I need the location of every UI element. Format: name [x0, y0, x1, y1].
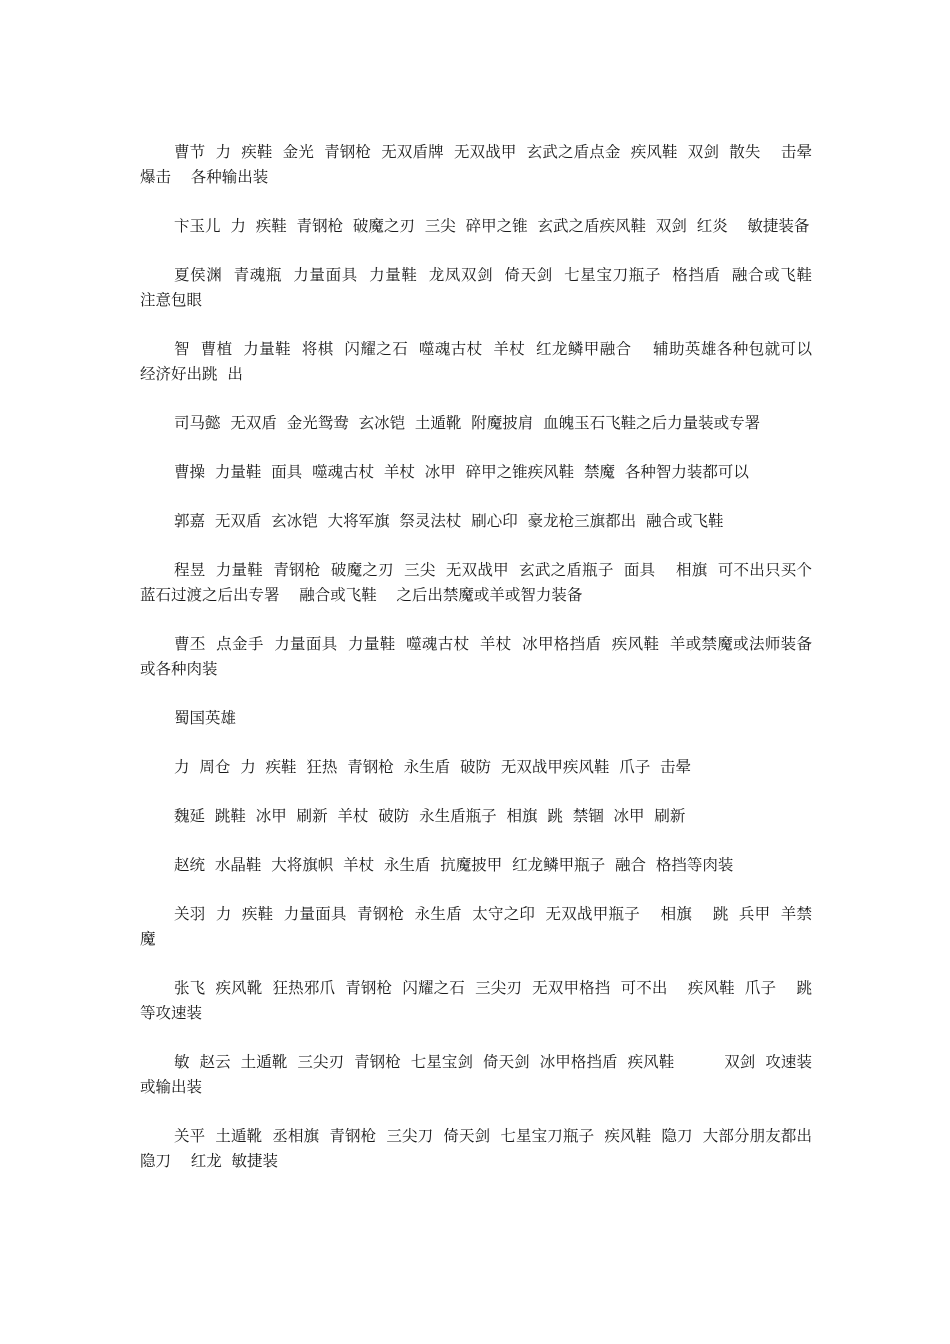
paragraph-guanping: 关平 土遁靴 丞相旗 青钢枪 三尖刀 倚天剑 七星宝刀瓶子 疾风鞋 隐刀 大部分朋友都出隐刀 红龙 敏捷装 [140, 1127, 812, 1170]
paragraph-zhangfei: 张飞 疾风靴 狂热邪爪 青钢枪 闪耀之石 三尖刃 无双甲格挡 可不出 疾风鞋 爪子 跳 等攻速装 [140, 979, 822, 1022]
paragraph-simayi: 司马懿 无双盾 金光鸳鸯 玄冰铠 土遁靴 附魔披肩 血魄玉石飞鞋之后力量装或专署 [174, 414, 761, 432]
paragraph-caozhi: 智 曹植 力量鞋 将棋 闪耀之石 噬魂古杖 羊杖 红龙鳞甲融合 辅助英雄各种包就可以 经济好出跳 出 [140, 340, 832, 383]
paragraph-zhoucang: 力 周仓 力 疾鞋 狂热 青钢枪 永生盾 破防 无双战甲疾风鞋 爪子 击晕 [174, 758, 692, 776]
paragraph-zhaotong: 赵统 水晶鞋 大将旗帜 羊杖 永生盾 抗魔披甲 红龙鳞甲瓶子 融合 格挡等肉装 [174, 856, 734, 874]
paragraph-caocao: 曹操 力量鞋 面具 噬魂古杖 羊杖 冰甲 碎甲之锥疾风鞋 禁魔 各种智力装都可以 [174, 463, 749, 481]
paragraph-caojie: 曹节 力 疾鞋 金光 青钢枪 无双盾牌 无双战甲 玄武之盾点金 疾风鞋 双剑 散失 击晕 爆击 各种输出装 [140, 143, 822, 186]
paragraph-bianyuer: 卞玉儿 力 疾鞋 青钢枪 破魔之刃 三尖 碎甲之锥 玄武之盾疾风鞋 双剑 红炎 敏捷装备 [174, 217, 810, 235]
paragraph-chengyu: 程昱 力量鞋 青钢枪 破魔之刃 三尖 无双战甲 玄武之盾瓶子 面具 相旗 可不出只买个蓝石过渡之后出专署 融合或飞鞋 之后出禁魔或羊或智力装备 [140, 561, 812, 604]
paragraph-guojia: 郭嘉 无双盾 玄冰铠 大将军旗 祭灵法杖 刷心印 豪龙枪三旗都出 融合或飞鞋 [174, 512, 724, 530]
document-body [140, 140, 832, 1198]
paragraph-xiahouyuan: 夏侯渊 青魂瓶 力量面具 力量鞋 龙凤双剑 倚天剑 七星宝刀瓶子 格挡盾 融合或飞鞋 注意包眼 [140, 266, 832, 309]
paragraph-zhaoyun: 敏 赵云 土遁靴 三尖刃 青钢枪 七星宝剑 倚天剑 冰甲格挡盾 疾风鞋 双剑 攻速装 或输出装 [140, 1053, 822, 1096]
paragraph-guanyu: 关羽 力 疾鞋 力量面具 青钢枪 永生盾 太守之印 无双战甲瓶子 相旗 跳 兵甲 羊禁魔 [140, 905, 812, 948]
paragraph-weiyan: 魏延 跳鞋 冰甲 刷新 羊杖 破防 永生盾瓶子 相旗 跳 禁锢 冰甲 刷新 [174, 807, 686, 825]
section-heading-shu: 蜀国英雄 [174, 709, 237, 727]
paragraph-caopi: 曹丕 点金手 力量面具 力量鞋 噬魂古杖 羊杖 冰甲格挡盾 疾风鞋 羊或禁魔或法师装备 或各种肉装 [140, 635, 832, 678]
